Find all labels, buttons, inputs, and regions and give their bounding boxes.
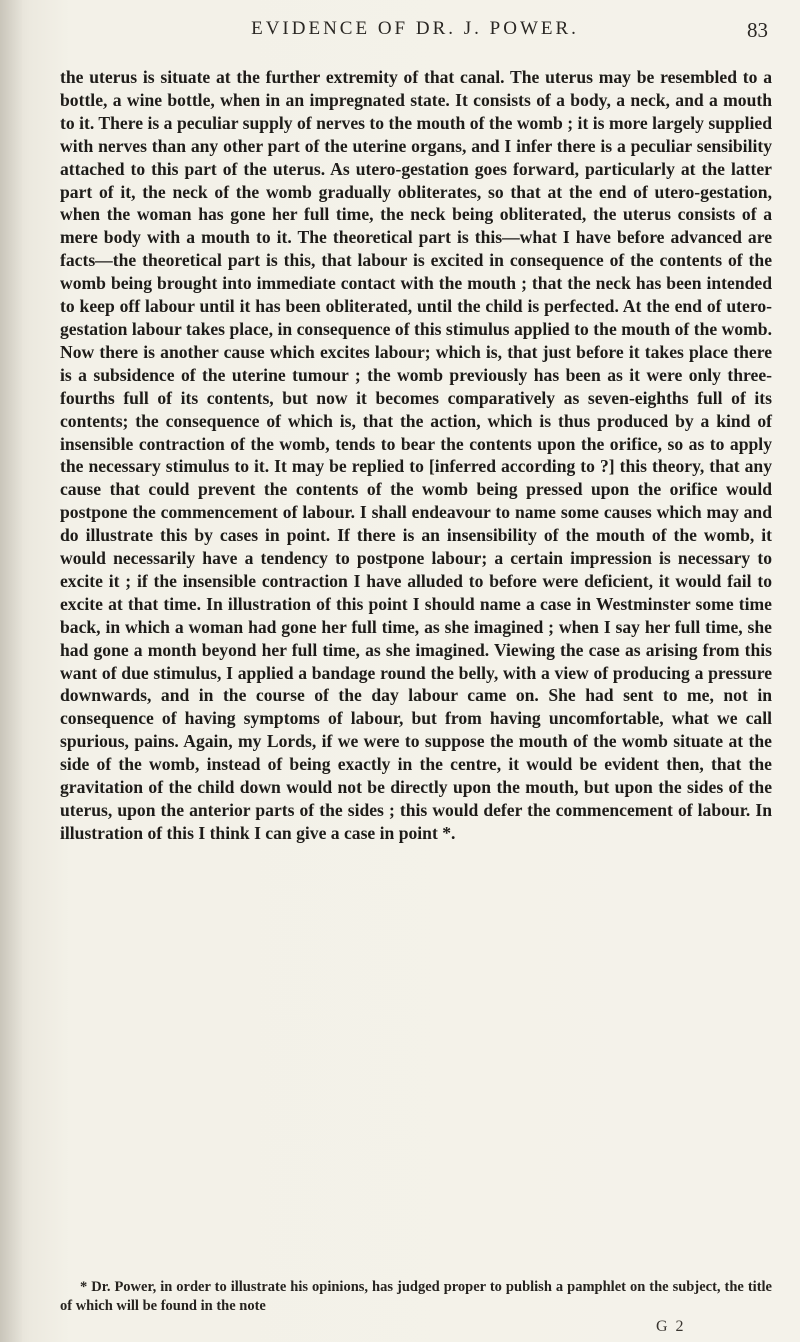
page-binding-edge	[0, 0, 22, 1342]
body-text	[60, 66, 772, 845]
body-paragraph: the uterus is situate at the further extremity of that canal. The uterus may be resembled to a bottle, a wine bottle, when in an impregnated state. It consists of a body, a neck, and a mouth to it. There is a peculiar supply of nerves to the mouth of the womb ; it is more largely supplied with nerves than any other part of the uterine organs, and I infer there is a peculiar sensibility attached to this part of the uterus. As utero-gestation goes forward, particularly at the latter part of it, the neck of the womb gradually obliterates, so that at the end of utero-gestation, when the woman has gone her full time, the neck being obliterated, the uterus consists of a mere body with a mouth to it. The theoretical part is this—what I have before advanced are facts—the theoretical part is this, that labour is excited in consequence of the contents of the womb being brought into immediate contact with the mouth ; that the neck has been intended to keep off labour until it has been obliterated, until the child is perfected. At the end of utero-gestation labour takes place, in consequence of this stimulus applied to the mouth of the womb. Now there is another cause which excites labour; which is, that just before it takes place there is a subsidence of the uterine tumour ; the womb previously has been as it were only three-fourths full of its contents, but now it becomes comparatively as seven-eighths full of its contents; the consequence of which is, that the action, which is thus produced by a kind of insensible contraction of the womb, tends to bear the contents upon the orifice, so as to apply the necessary stimulus to it. It may be replied to [inferred according to ?] this theory, that any cause that could prevent the contents of the womb being pressed upon the orifice would postpone the commencement of labour. I shall endeavour to name some causes which may and do illustrate this by cases in point. If there is an insensibility of the mouth of the womb, it would necessarily have a tendency to postpone labour; a certain impression is necessary to excite it ; if the insensible contraction I have alluded to before were deficient, it would fail to excite at that time. In illustration of this point I should name a case in Westminster some time back, in which a woman had gone her full time, as she imagined ; when I say her full time, she had gone a month beyond her full time, as she imagined. Viewing the case as arising from this want of due stimulus, I applied a bandage round the belly, with a view of producing a pressure downwards, and in the course of the day labour came on. She had sent to me, not in consequence of having symptoms of labour, but from having uncomfortable, what we call spurious, pains. Again, my Lords, if we were to suppose the mouth of the womb situate at the side of the womb, instead of being exactly in the centre, it would be evident then, that the gravitation of the child down would not be directly upon the mouth, but upon the sides of the uterus, upon the anterior parts of the sides ; this would defer the commencement of labour. In illustration of this I think I can give a case in point *.	[60, 67, 772, 843]
page-header	[60, 18, 772, 54]
running-head: EVIDENCE OF DR. J. POWER.	[251, 18, 579, 39]
footnote	[60, 1278, 772, 1316]
page-number: 83	[747, 18, 768, 42]
footnote-text: * Dr. Power, in order to illustrate his opinions, has judged proper to publish a pamphlet on the subject, the title of which will be found in the note	[60, 1279, 772, 1314]
signature-mark: G 2	[656, 1318, 686, 1335]
